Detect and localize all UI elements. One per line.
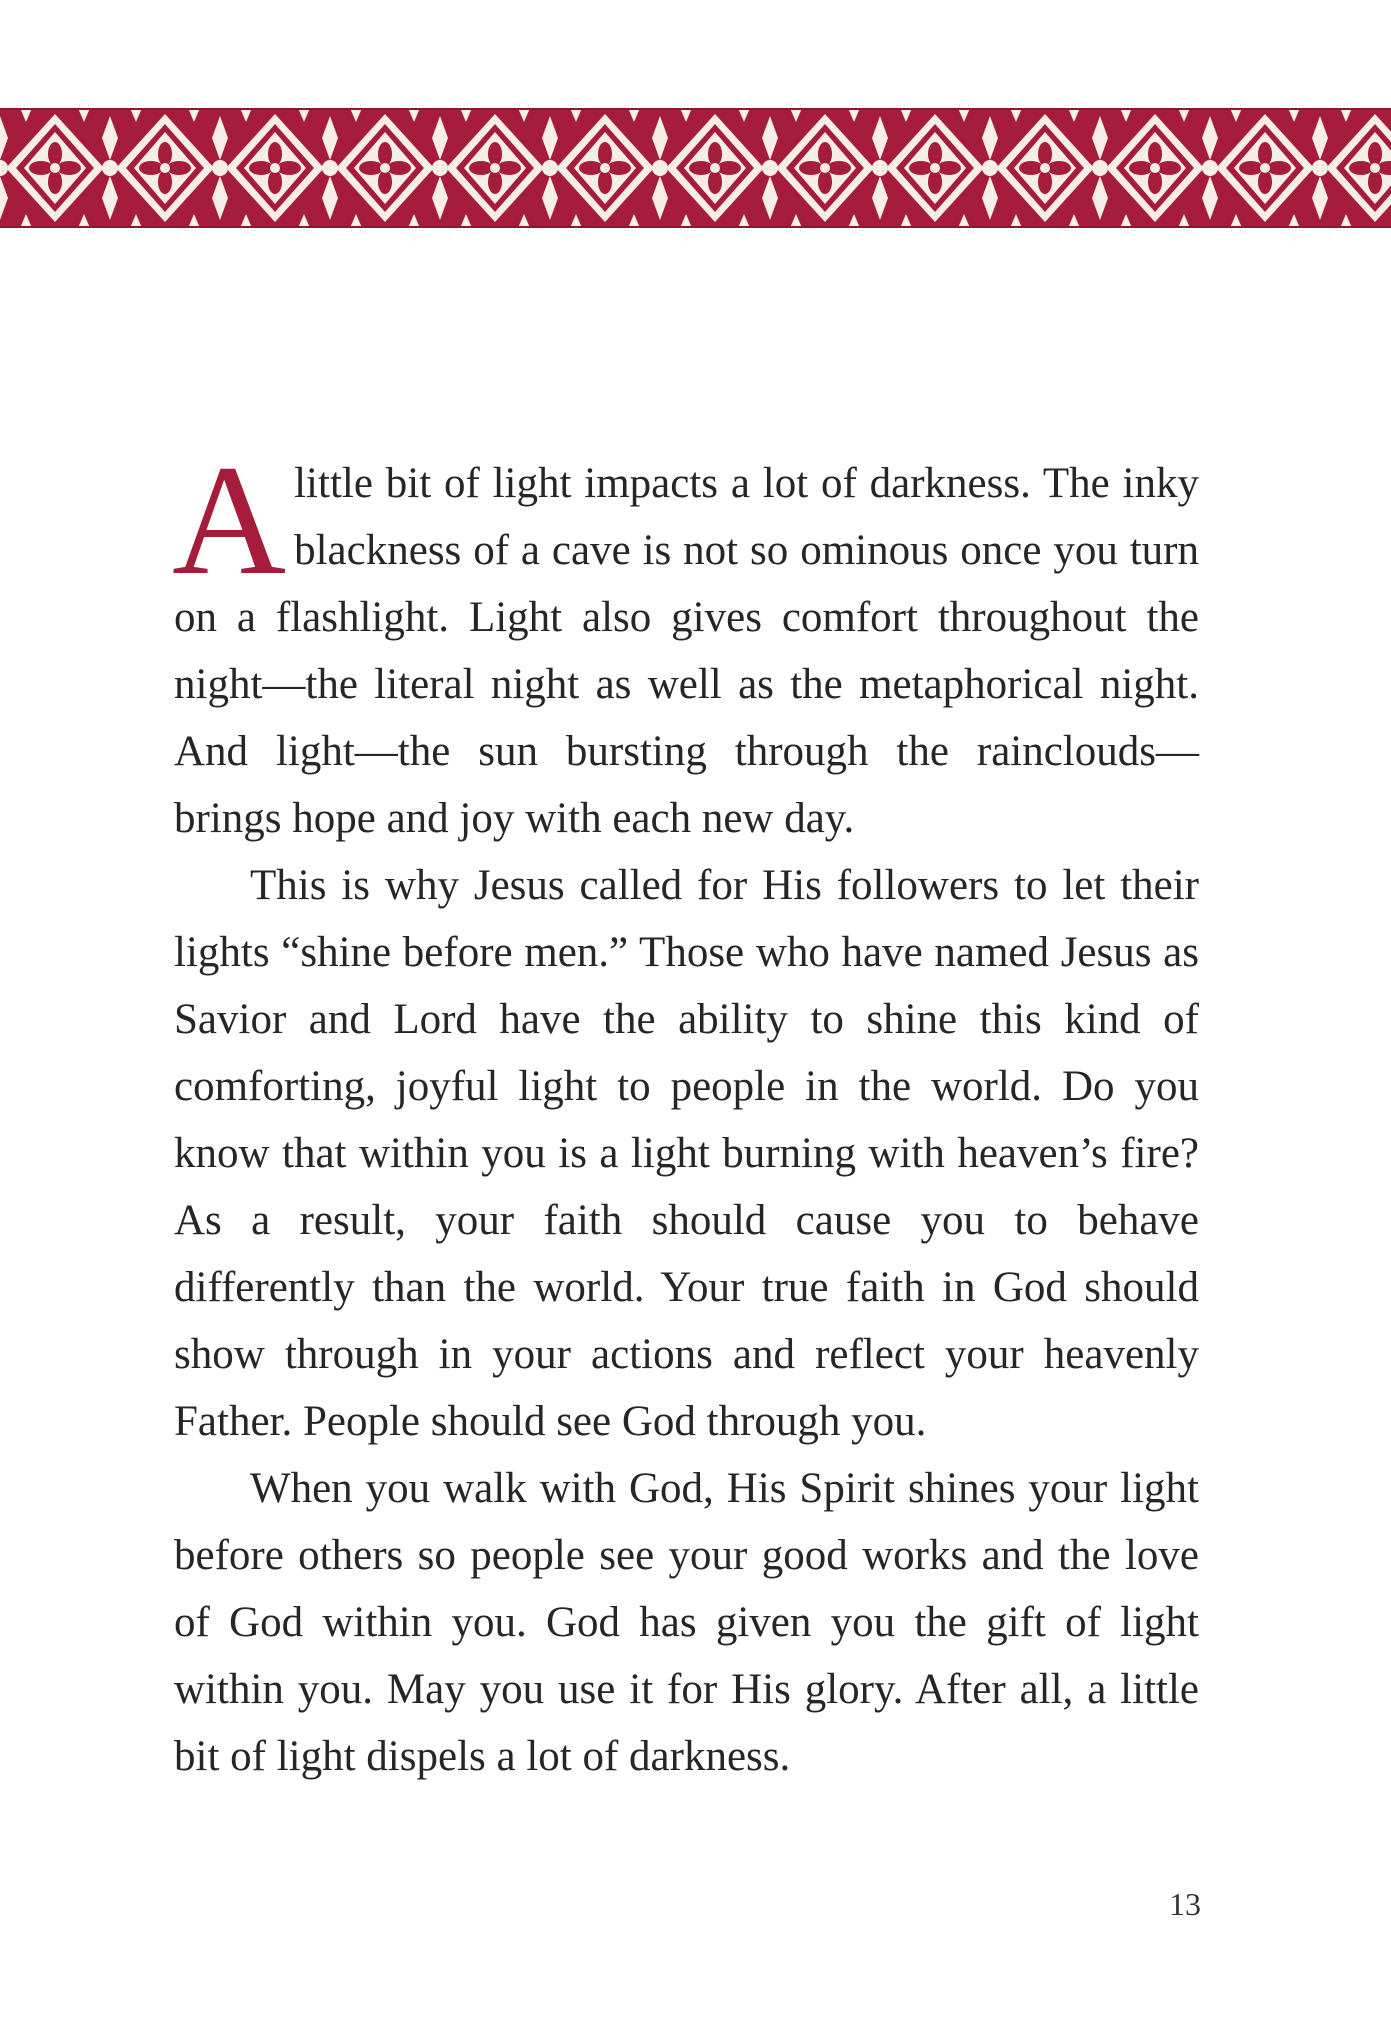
paragraph-2: This is why Jesus called for His followers to let their lights “shine before men.” Those who have named Jesus as Savior and Lord have the ability to shine this kind of comforting, joyful light to people in the world. Do you know that within you is a light burning with heaven’s fire? As a result, your faith should cause you to behave differently than the world. Your true faith in God should show through in your actions and reflect your heavenly Father. People should see God through you. bbox=[174, 862, 1199, 1445]
devotional-text bbox=[172, 433, 1199, 1790]
paragraph-1-text: little bit of light impacts a lot of darkness. The inky blackness of a cave is not so ominous once you turn on a flashlight. Light also gives comfort throughout the night—the literal night as well as the metaphorical night. And light—the sun bursting through the rainclouds—brings hope and joy with each new day. bbox=[174, 460, 1199, 842]
paragraph-1 bbox=[172, 433, 1199, 852]
page-number: 13 bbox=[1169, 1886, 1201, 1922]
decorative-border-band bbox=[0, 108, 1391, 228]
paragraph-3: When you walk with God, His Spirit shines your light before others so people see your good works and the love of God within you. God has given you the gift of light within you. May you use it for His glory. After all, a little bit of light dispels a lot of darkness. bbox=[174, 1465, 1199, 1780]
ornament-pattern bbox=[0, 108, 1391, 228]
drop-cap: A bbox=[172, 433, 287, 608]
